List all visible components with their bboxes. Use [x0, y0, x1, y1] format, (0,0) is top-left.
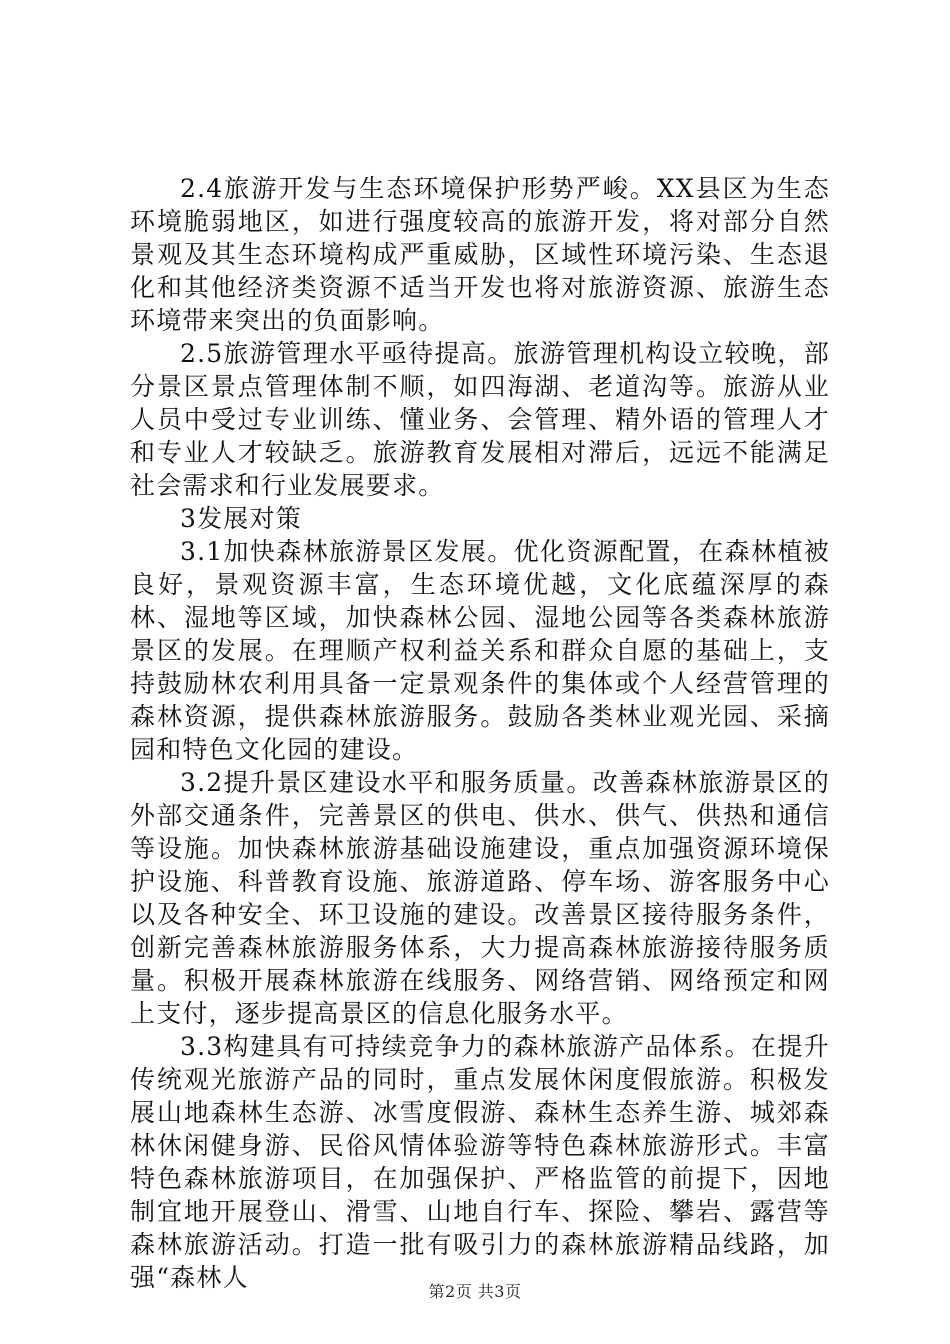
document-body — [130, 172, 830, 1294]
paragraph-2-4: 2.4旅游开发与生态环境保护形势严峻。XX县区为生态环境脆弱地区，如进行强度较高的旅游开发，将对部分自然景观及其生态环境构成严重威胁，区域性环境污染、生态退化和其他经济类资源不适当开发也将对旅游资源、旅游生态环境带来突出的负面影响。 — [130, 174, 830, 335]
paragraph-3-3: 3.3构建具有可持续竞争力的森林旅游产品体系。在提升传统观光旅游产品的同时，重点发展休闲度假旅游。积极发展山地森林生态游、冰雪度假游、森林生态养生游、城郊森林休闲健身游、民俗风情体验游等特色森林旅游形式。丰富特色森林旅游项目，在加强保护、严格监管的前提下，因地制宜地开展登山、滑雪、山地自行车、探险、攀岩、露营等森林旅游活动。打造一批有吸引力的森林旅游精品线路，加强“森林人 — [130, 1032, 830, 1292]
paragraph-3-2: 3.2提升景区建设水平和服务质量。改善森林旅游景区的外部交通条件，完善景区的供电、供水、供气、供热和通信等设施。加快森林旅游基础设施建设，重点加强资源环境保护设施、科普教育设施、旅游道路、停车场、游客服务中心以及各种安全、环卫设施的建设。改善景区接待服务条件，创新完善森林旅游服务体系，大力提高森林旅游接待服务质量。积极开展森林旅游在线服务、网络营销、网络预定和网上支付，逐步提高景区的信息化服务水平。 — [130, 768, 830, 1028]
section-heading-3: 3发展对策 — [180, 504, 302, 533]
paragraph-2-5: 2.5旅游管理水平亟待提高。旅游管理机构设立较晚，部分景区景点管理体制不顺，如四海湖、老道沟等。旅游从业人员中受过专业训练、懂业务、会管理、精外语的管理人才和专业人才较缺乏。旅游教育发展相对滞后，远远不能满足社会需求和行业发展要求。 — [130, 339, 830, 500]
paragraph-3-1: 3.1加快森林旅游景区发展。优化资源配置，在森林植被良好，景观资源丰富，生态环境优越，文化底蕴深厚的森林、湿地等区域，加快森林公园、湿地公园等各类森林旅游景区的发展。在理顺产权利益关系和群众自愿的基础上，支持鼓励林农利用具备一定景观条件的集体或个人经营管理的森林资源，提供森林旅游服务。鼓励各类林业观光园、采摘园和特色文化园的建设。 — [130, 537, 830, 764]
page-number-footer: 第2页 共3页 — [428, 1282, 522, 1301]
